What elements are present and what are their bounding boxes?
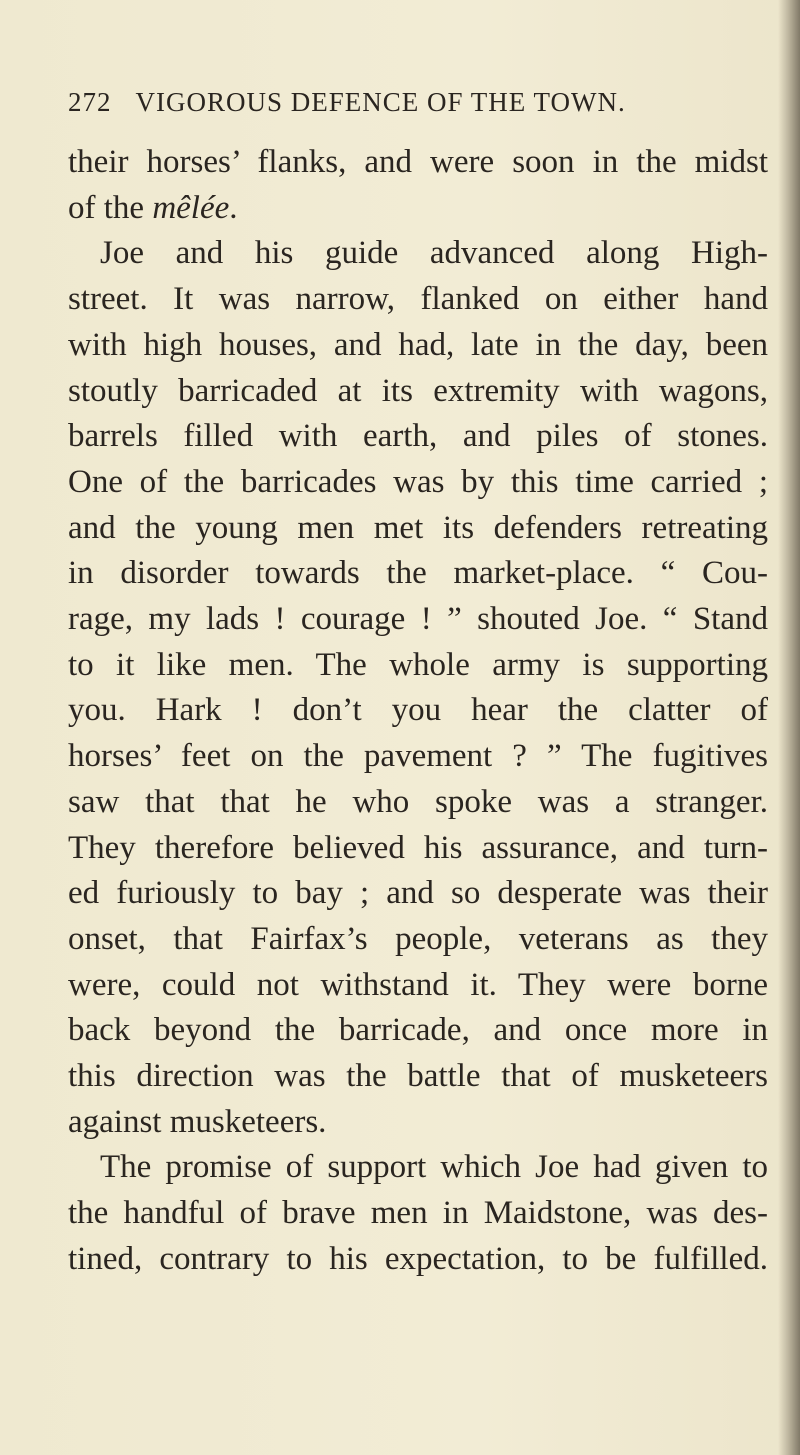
- text-line: against musketeers.: [68, 1103, 327, 1140]
- page-edge-shadow: [778, 0, 800, 1455]
- text-line: back beyond the barricade, and once more in: [68, 1012, 768, 1049]
- text-line: One of the barricades was by this time carried ;: [68, 463, 768, 500]
- running-title: VIGOROUS DEFENCE OF THE TOWN.: [135, 87, 626, 117]
- text-line: stoutly barricaded at its extremity with wagons,: [68, 372, 768, 409]
- text-line: this direction was the battle that of musketeers: [68, 1058, 768, 1095]
- text-line: They therefore believed his assurance, and turn-: [68, 829, 768, 866]
- text-line: of the mêlée.: [68, 189, 238, 226]
- text-line: ed furiously to bay ; and so desperate was their: [68, 875, 768, 912]
- text-line: were, could not withstand it. They were borne: [68, 966, 768, 1003]
- page-number: 272: [68, 87, 112, 117]
- text-line: barrels filled with earth, and piles of stones.: [68, 418, 768, 455]
- text-line: Joe and his guide advanced along High-: [100, 235, 768, 272]
- text-line: tined, contrary to his expectation, to be fulfilled.: [68, 1240, 768, 1277]
- text-line: The promise of support which Joe had given to: [100, 1149, 768, 1186]
- text-line-lead: of the: [68, 189, 153, 226]
- text-line: horses’ feet on the pavement ? ” The fugitives: [68, 738, 768, 775]
- text-line: you. Hark ! don’t you hear the clatter of: [68, 692, 768, 729]
- emphasis-melee: mêlée: [152, 189, 230, 226]
- text-line: street. It was narrow, flanked on either hand: [68, 281, 768, 318]
- text-line: onset, that Fairfax’s people, veterans as they: [68, 920, 768, 957]
- text-line: to it like men. The whole army is supporting: [68, 646, 768, 683]
- body-text: [68, 140, 768, 1283]
- text-line: with high houses, and had, late in the day, been: [68, 326, 768, 363]
- text-line: saw that that he who spoke was a stranger.: [68, 783, 768, 820]
- text-line: their horses’ flanks, and were soon in the midst: [68, 144, 768, 180]
- text-line: in disorder towards the market-place. “ Cou-: [68, 555, 768, 592]
- text-line: the handful of brave men in Maidstone, was des-: [68, 1195, 768, 1232]
- text-line: and the young men met its defenders retreating: [68, 509, 768, 546]
- text-line: rage, my lads ! courage ! ” shouted Joe. “ Stand: [68, 601, 768, 638]
- running-header: [68, 84, 768, 120]
